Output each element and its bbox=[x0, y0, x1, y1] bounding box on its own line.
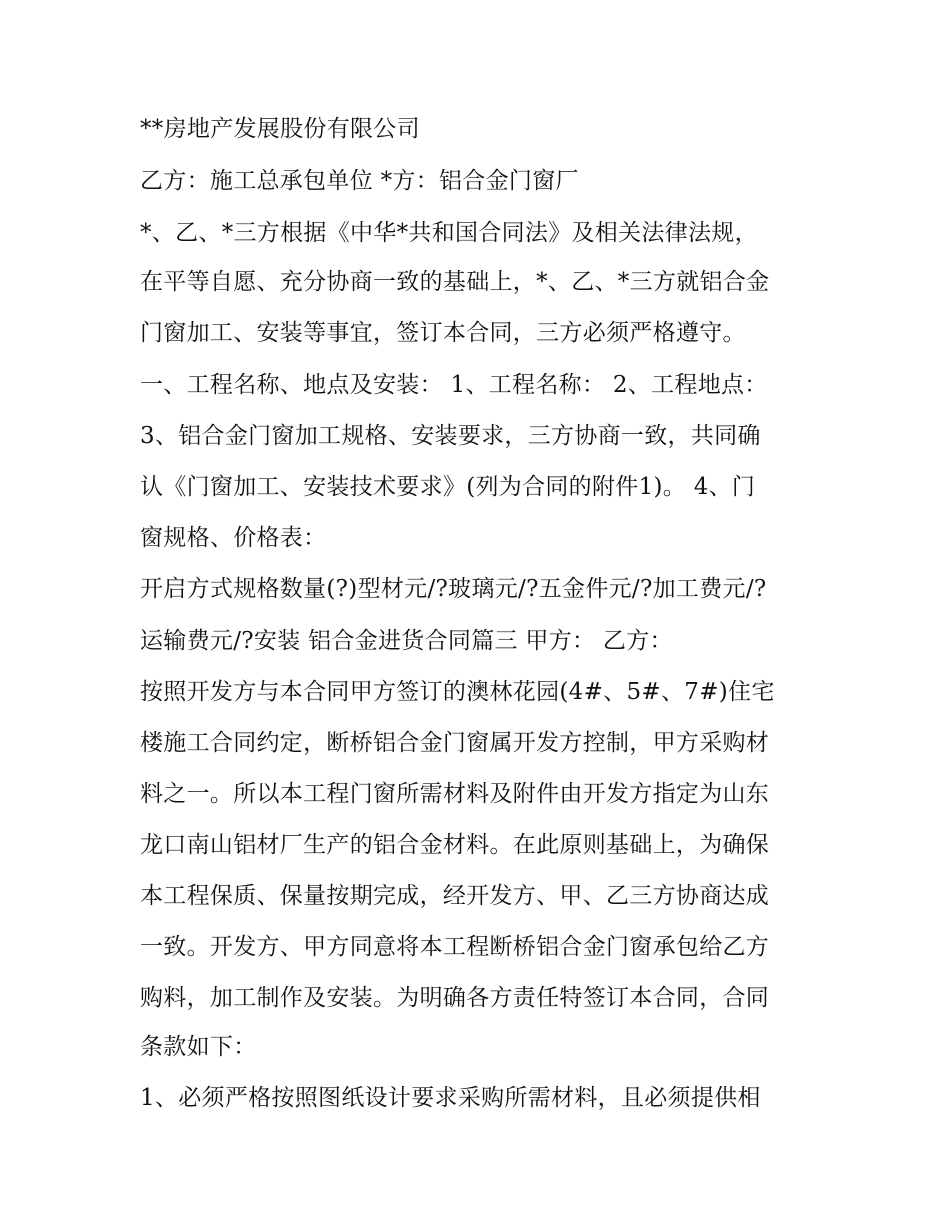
text-line: 在平等自愿、充分协商一致的基础上，*、乙、*三方就铝合金 bbox=[140, 269, 770, 295]
text-line: 开启方式规格数量(?)型材元/?玻璃元/?五金件元/?加工费元/? bbox=[140, 576, 767, 602]
text-line: 1、必须严格按照图纸设计要求采购所需材料，且必须提供相 bbox=[140, 1085, 761, 1111]
text-line: 按照开发方与本合同甲方签订的澳林花园(4#、5#、7#)住宅 bbox=[140, 679, 775, 705]
text-line: 运输费元/?安装 铝合金进货合同篇三 甲方： 乙方： bbox=[140, 628, 673, 654]
text-line: *、乙、*三方根据《中华*共和国合同法》及相关法律法规， bbox=[140, 220, 758, 246]
text-line: 门窗加工、安装等事宜，签订本合同，三方必须严格遵守。 bbox=[140, 320, 746, 346]
text-line: 一致。开发方、甲方同意将本工程断桥铝合金门窗承包给乙方 bbox=[140, 934, 770, 960]
text-line: 本工程保质、保量按期完成，经开发方、甲、乙三方协商达成 bbox=[140, 883, 770, 909]
text-line: 购料，加工制作及安装。为明确各方责任特签订本合同，合同 bbox=[140, 985, 770, 1011]
text-line: 料之一。所以本工程门窗所需材料及附件由开发方指定为山东 bbox=[140, 781, 770, 807]
text-line: 龙口南山铝材厂生产的铝合金材料。在此原则基础上，为确保 bbox=[140, 832, 770, 858]
text-line: **房地产发展股份有限公司 bbox=[140, 116, 420, 142]
text-line: 认《门窗加工、安装技术要求》(列为合同的附件1)。 4、门 bbox=[140, 474, 756, 500]
text-line: 3、铝合金门窗加工规格、安装要求，三方协商一致，共同确 bbox=[140, 423, 761, 449]
text-line: 窗规格、价格表： bbox=[140, 525, 327, 551]
text-line: 楼施工合同约定，断桥铝合金门窗属开发方控制，甲方采购材 bbox=[140, 730, 770, 756]
text-line: 一、工程名称、地点及安装： 1、工程名称： 2、工程地点： bbox=[140, 372, 768, 398]
text-line: 乙方：施工总承包单位 *方：铝合金门窗厂 bbox=[140, 168, 579, 194]
text-line: 条款如下： bbox=[140, 1034, 257, 1060]
